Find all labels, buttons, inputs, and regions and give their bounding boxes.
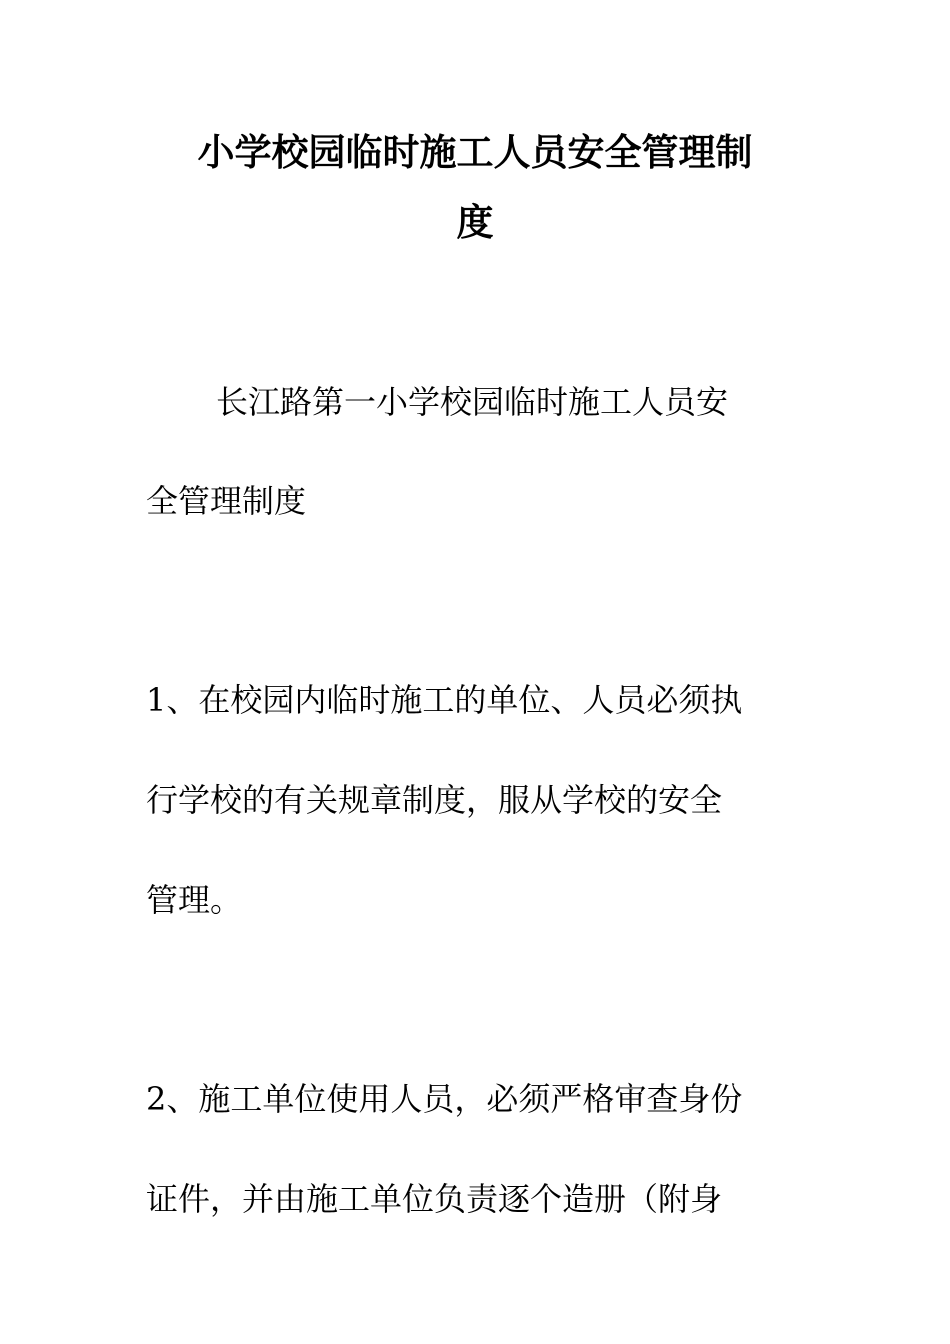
item-2-line-2: 证件，并由施工单位负责逐个造册（附身 [146, 1180, 723, 1218]
title-line-2: 度 [456, 201, 494, 244]
item-1-line-2: 行学校的有关规章制度，服从学校的安全 [146, 781, 723, 819]
item-1-line-1: 1、在校园内临时施工的单位、人员必须执 [146, 681, 743, 719]
subtitle-line-2: 全管理制度 [146, 482, 307, 520]
item-2-line-1: 2、施工单位使用人员，必须严格审查身份 [146, 1080, 743, 1118]
document-title [140, 118, 810, 258]
item-1-line-3: 管理。 [146, 881, 243, 919]
subtitle-line-1: 长江路第一小学校园临时施工人员安 [216, 383, 729, 421]
title-line-1: 小学校园临时施工人员安全管理制 [197, 131, 753, 174]
